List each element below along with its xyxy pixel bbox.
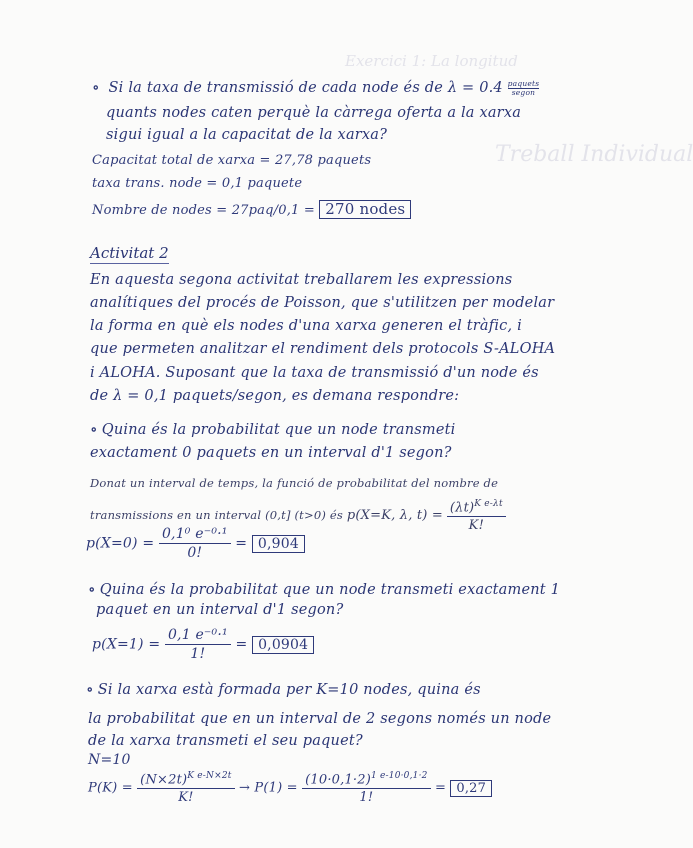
p0-fraction: $\frac{\text{0,1⁰ e⁻⁰·¹}}{0!}$	[159, 527, 231, 560]
question-4-line-1: ∘ Si la xarxa està formada per K=10 nodes, quina és	[86, 683, 481, 698]
given-line: Donat un interval de temps, la funció de probabilitat del nombre de	[90, 476, 499, 490]
intro-line: de λ = 0,1 paquets/segon, es demana respondre:	[90, 388, 460, 404]
nodes-line: Nombre de nodes = 27paq/0,1 = 270 nodes	[92, 200, 411, 219]
show-through-text: Exercici 1: La longitud	[345, 52, 518, 70]
p1-fraction: $\frac{\text{0,1 e⁻⁰·¹}}{1!}$	[165, 628, 231, 661]
rate-line: taxa trans. node = 0,1 paquete	[92, 176, 303, 191]
question-1-line-2: quants nodes caten perquè la càrrega oferta a la xarxa	[106, 105, 522, 121]
question-2-line-2: exactament 0 paquets en un interval d'1 segon?	[90, 445, 452, 461]
capacity-line: Capacitat total de xarxa = 27,78 paquets	[92, 153, 372, 168]
p0-answer-box: 0,904	[252, 535, 305, 553]
p1-answer-box: 0,0904	[252, 636, 314, 654]
show-through-text: Treball Individual	[495, 142, 693, 167]
question-1-line-1: ∘ Si la taxa de transmissió de cada node és de λ = 0.4 paquets segon	[92, 80, 539, 96]
intro-line: i ALOHA. Suposant que la taxa de transmissió d'un node és	[90, 365, 539, 381]
p1-value-fraction: $\frac{(10\cdot 0,1\cdot 2)^{1 e-10\cdot 0,1\cdot 2}}{1!}$	[302, 772, 430, 804]
n-value: N=10	[88, 752, 131, 768]
section-heading: Activitat 2	[90, 244, 169, 262]
equation-pk: P(K) = $\frac{(N\times 2t)^{K e-N\times 2t}}{K!}$ → P(1) = $\frac{(10\cdot 0,1\cdot 2)^{1 e-10\cdot 0,1\cdot 2}}{1!}$ = 0,27	[88, 772, 492, 804]
question-2-line-1: ∘ Quina és la probabilitat que un node transmeti	[90, 423, 456, 438]
intro-line: la forma en què els nodes d'una xarxa generen el tràfic, i	[90, 318, 522, 334]
intro-line: analítiques del procés de Poisson, que s'utilitzen per modelar	[90, 295, 555, 311]
poisson-fraction: $\frac{(\lambda t)^{K e-\lambda t}}{K!}$	[447, 500, 506, 532]
given-line: transmissions en un interval (0,t] (t>0) és p(X=K, λ, t) = $\frac{(\lambda t)^{K e-\lambda t}}{K!}$	[90, 500, 506, 532]
question-3-line-2: paquet en un interval d'1 segon?	[96, 602, 344, 618]
intro-line: En aquesta segona activitat treballarem les expressions	[90, 272, 513, 288]
intro-line: que permeten analitzar el rendiment dels protocols S-ALOHA	[90, 341, 556, 357]
pk-fraction: $\frac{(N\times 2t)^{K e-N\times 2t}}{K!}$	[137, 772, 234, 804]
nodes-answer-box: 270 nodes	[319, 200, 411, 219]
pk-answer-box: 0,27	[450, 780, 492, 797]
question-3-line-1: ∘ Quina és la probabilitat que un node transmeti exactament 1	[88, 583, 560, 598]
equation-p1: p(X=1) = $\frac{\text{0,1 e⁻⁰·¹}}{1!}$ = 0,0904	[92, 628, 314, 661]
equation-p0: p(X=0) = $\frac{\text{0,1⁰ e⁻⁰·¹}}{0!}$ = 0,904	[86, 527, 305, 560]
question-1-line-3: sigui igual a la capacitat de la xarxa?	[106, 127, 388, 143]
question-4-line-3: de la xarxa transmeti el seu paquet?	[88, 733, 363, 749]
lambda-unit: paquets segon	[507, 79, 540, 97]
question-4-line-2: la probabilitat que en un interval de 2 segons només un node	[88, 711, 552, 727]
